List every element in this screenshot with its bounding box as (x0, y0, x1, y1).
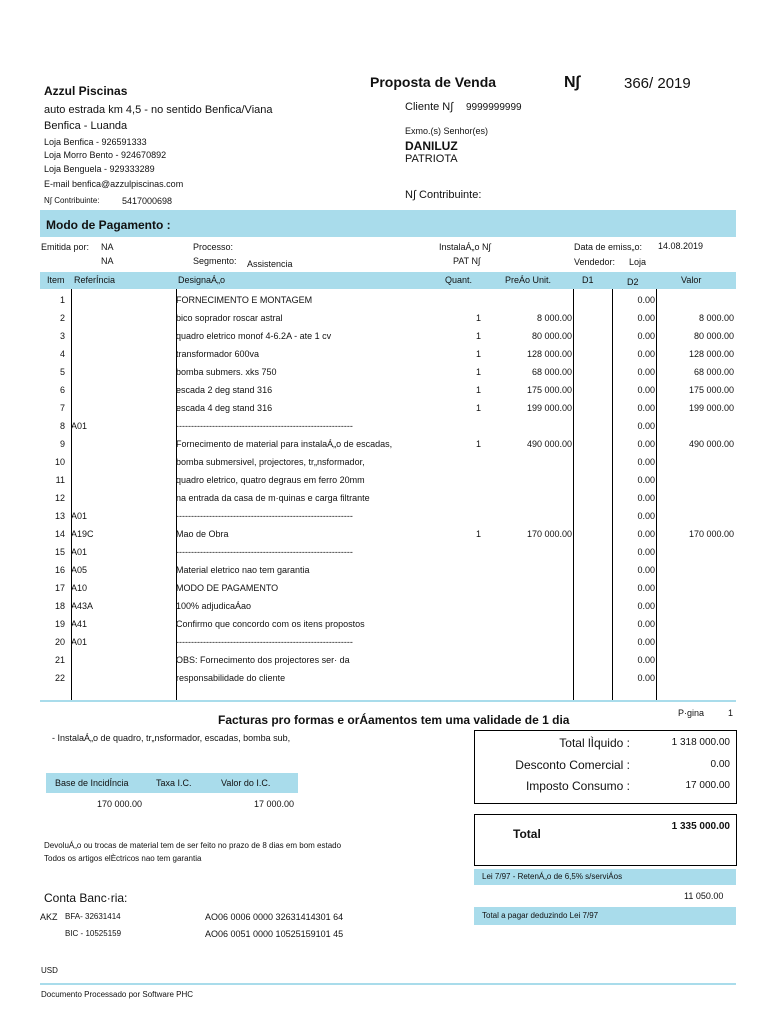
cell-designacao: quadro eletrico monof 4-6.2A - ate 1 cv (176, 331, 332, 341)
table-row (41, 309, 736, 327)
cell-valor: 80 000.00 (693, 331, 734, 341)
cell-valor: 128 000.00 (688, 349, 734, 359)
cell-preco (483, 633, 574, 651)
footer-rule (40, 983, 736, 985)
cell-referencia (68, 363, 173, 381)
cell-preco: 175 000.00 (526, 385, 572, 395)
cell-preco (483, 453, 574, 471)
cell-designacao: MODO DE PAGAMENTO (176, 583, 279, 593)
cell-d2: 0.00 (637, 439, 655, 449)
cell-designacao: FORNECIMENTO E MONTAGEM (176, 295, 313, 305)
table-row (41, 507, 736, 525)
cell-item: 18 (54, 601, 65, 611)
table-row (41, 597, 736, 615)
cell-d1 (574, 669, 613, 687)
cell-designacao: na entrada da casa de m·quinas e carga filtrante (176, 493, 370, 503)
lei-value: 11 050.00 (684, 891, 724, 901)
emitida-value: NA (101, 242, 114, 252)
cell-d1 (574, 633, 613, 651)
document-title: Proposta de Venda (370, 74, 497, 90)
desconto-value: 0.00 (710, 759, 730, 770)
page-number: 1 (728, 708, 734, 718)
company-email: E-mail benfica@azzulpiscinas.com (44, 179, 184, 189)
cell-referencia (68, 669, 173, 687)
lei-label: Lei 7/97 - RetenÁ„o de 6,5% s/serviÁos (482, 872, 623, 881)
cell-preco (483, 417, 574, 435)
vendedor-label: Vendedor: (574, 257, 616, 267)
cell-quant (425, 417, 483, 435)
total-liquido-value: 1 318 000.00 (671, 737, 730, 748)
cell-quant (425, 489, 483, 507)
cell-d1 (574, 615, 613, 633)
cell-referencia: A10 (71, 583, 88, 593)
cell-quant: 1 (475, 403, 481, 413)
cell-quant: 1 (475, 349, 481, 359)
cell-designacao: Mao de Obra (176, 529, 229, 539)
cell-item: 6 (59, 385, 65, 395)
cell-d1 (574, 597, 613, 615)
cell-valor (657, 579, 736, 597)
cell-preco (483, 597, 574, 615)
cell-item: 10 (54, 457, 65, 467)
cell-preco (483, 669, 574, 687)
cell-referencia: A01 (71, 421, 88, 431)
cell-d1 (574, 651, 613, 669)
cell-d1 (574, 453, 613, 471)
cell-d2: 0.00 (637, 313, 655, 323)
emission-date-value: 14.08.2019 (658, 241, 704, 251)
cell-quant (425, 543, 483, 561)
cell-valor (657, 489, 736, 507)
cell-designacao: transformador 600va (176, 349, 260, 359)
cell-referencia: A19C (71, 529, 94, 539)
cell-item: 17 (54, 583, 65, 593)
cell-valor (657, 651, 736, 669)
client-id-label: Cliente N∫ (405, 101, 454, 113)
tax-header-band (46, 773, 298, 793)
lei-band (474, 869, 736, 885)
table-row (41, 327, 736, 345)
cell-valor: 490 000.00 (688, 439, 734, 449)
cell-referencia: A41 (71, 619, 88, 629)
cell-designacao: ----------------------------------------------------------- (176, 421, 353, 431)
segmento-label: Segmento: (193, 256, 237, 266)
cell-preco (483, 489, 574, 507)
table-row (41, 435, 736, 453)
bank2-name: BIC - 10525159 (65, 929, 122, 938)
cell-designacao: OBS: Fornecimento dos projectores ser· da (176, 655, 350, 665)
grand-total-value: 1 335 000.00 (671, 821, 730, 832)
client-id-value: 9999999999 (466, 102, 522, 113)
client-contrib-label: N∫ Contribuinte: (405, 189, 482, 201)
cell-preco: 199 000.00 (526, 403, 572, 413)
payment-mode-label: Modo de Pagamento : (46, 218, 171, 232)
cell-d2: 0.00 (637, 637, 655, 647)
currency-akz: AKZ (40, 912, 58, 922)
th-referencia: ReferÍncia (74, 275, 116, 285)
total-pagar-label: Total a pagar deduzindo Lei 7/97 (482, 911, 599, 920)
cell-designacao: Material eletrico nao tem garantia (176, 565, 310, 575)
grand-total-box (474, 814, 737, 866)
shop-morro-bento: Loja Morro Bento - 924670892 (44, 150, 167, 160)
cell-d1 (574, 381, 613, 399)
bank1-iban: AO06 0006 0000 32631414301 64 (205, 912, 344, 922)
warranty-note: Todos os artigos elÈctricos nao tem garantia (44, 854, 202, 863)
cell-d2: 0.00 (637, 619, 655, 629)
cell-valor (657, 543, 736, 561)
table-bottom-line (40, 700, 736, 702)
cell-valor: 175 000.00 (688, 385, 734, 395)
cell-item: 19 (54, 619, 65, 629)
payment-mode-band (40, 210, 736, 237)
cell-quant (425, 507, 483, 525)
imposto-label: Imposto Consumo : (525, 779, 630, 793)
cell-preco (483, 471, 574, 489)
table-row (41, 669, 736, 687)
cell-quant (425, 561, 483, 579)
cell-d2: 0.00 (637, 403, 655, 413)
cell-d2: 0.00 (637, 583, 655, 593)
cell-d2: 0.00 (637, 385, 655, 395)
cell-d1 (574, 363, 613, 381)
validity-note: Facturas pro formas e orÁamentos tem uma validade de 1 dia (218, 713, 570, 727)
cell-item: 14 (54, 529, 65, 539)
company-address-line1: auto estrada km 4,5 - no sentido Benfica/Viana (44, 104, 273, 116)
cell-d1 (574, 489, 613, 507)
imposto-value: 17 000.00 (685, 780, 730, 791)
cell-d1 (574, 579, 613, 597)
cell-quant (425, 669, 483, 687)
cell-valor: 68 000.00 (693, 367, 734, 377)
cell-d2: 0.00 (637, 529, 655, 539)
summary-note: - InstalaÁ„o de quadro, tr„nsformador, escadas, bomba sub, (52, 733, 291, 743)
cell-d1 (574, 291, 613, 309)
cell-designacao: ----------------------------------------------------------- (176, 511, 353, 521)
cell-valor (657, 507, 736, 525)
cell-quant (425, 471, 483, 489)
cell-preco: 170 000.00 (526, 529, 572, 539)
cell-item: 16 (54, 565, 65, 575)
cell-quant (425, 453, 483, 471)
cell-d2: 0.00 (637, 565, 655, 575)
cell-preco: 80 000.00 (531, 331, 572, 341)
cell-item: 1 (59, 295, 65, 305)
cell-valor: 170 000.00 (688, 529, 734, 539)
total-pagar-band (474, 907, 736, 925)
cell-valor (657, 471, 736, 489)
desconto-label: Desconto Comercial : (515, 758, 630, 772)
cell-designacao: bico soprador roscar astral (176, 313, 283, 323)
table-row (41, 345, 736, 363)
cell-d1 (574, 345, 613, 363)
shop-benguela: Loja Benguela - 929333289 (44, 164, 155, 174)
cell-quant: 1 (475, 439, 481, 449)
tax-ic-value: 17 000.00 (254, 799, 295, 809)
cell-item: 13 (54, 511, 65, 521)
cell-d2: 0.00 (637, 349, 655, 359)
pat-label: PAT N∫ (453, 256, 481, 266)
cell-item: 21 (54, 655, 65, 665)
cell-referencia (68, 651, 173, 669)
cell-preco (483, 579, 574, 597)
cell-referencia (68, 471, 173, 489)
emitida-value-2: NA (101, 256, 114, 266)
company-address-line2: Benfica - Luanda (44, 120, 128, 132)
table-row (41, 363, 736, 381)
table-row (41, 453, 736, 471)
cell-designacao: Confirmo que concordo com os itens propostos (176, 619, 365, 629)
cell-designacao: ----------------------------------------------------------- (176, 547, 353, 557)
cell-quant: 1 (475, 367, 481, 377)
tax-base-header: Base de IncidÍncia (55, 778, 129, 788)
cell-item: 20 (54, 637, 65, 647)
cell-referencia: A43A (71, 601, 94, 611)
instalacao-label: InstalaÁ„o N∫ (439, 242, 491, 252)
cell-d2: 0.00 (637, 547, 655, 557)
cell-preco (483, 615, 574, 633)
cell-valor (657, 291, 736, 309)
th-quant: Quant. (445, 275, 473, 285)
cell-valor (657, 561, 736, 579)
cell-quant (425, 651, 483, 669)
cell-item: 2 (59, 313, 65, 323)
cell-item: 8 (59, 421, 65, 431)
segmento-value: Assistencia (247, 259, 293, 269)
cell-d2: 0.00 (637, 367, 655, 377)
cell-d2: 0.00 (637, 331, 655, 341)
client-sub: PATRIOTA (405, 153, 458, 165)
th-valor: Valor (681, 275, 702, 285)
table-row (41, 561, 736, 579)
cell-referencia: A01 (71, 637, 88, 647)
cell-designacao: bomba submersivel, projectores, tr„nsformador, (176, 457, 365, 467)
th-item: Item (47, 275, 65, 285)
cell-designacao: ----------------------------------------------------------- (176, 637, 353, 647)
cell-item: 15 (54, 547, 65, 557)
cell-preco: 68 000.00 (531, 367, 572, 377)
company-name: Azzul Piscinas (44, 84, 128, 98)
items-table (41, 291, 736, 687)
cell-referencia (68, 327, 173, 345)
cell-preco (483, 291, 574, 309)
bank1-name: BFA- 32631414 (65, 912, 121, 921)
emitida-label: Emitida por: (41, 242, 90, 252)
cell-quant: 1 (475, 529, 481, 539)
cell-d2: 0.00 (637, 511, 655, 521)
cell-preco (483, 543, 574, 561)
processed-by: Documento Processado por Software PHC (41, 990, 194, 999)
cell-d1 (574, 327, 613, 345)
cell-item: 12 (54, 493, 65, 503)
table-row (41, 525, 736, 543)
bank-title: Conta Banc·ria: (44, 891, 128, 905)
cell-item: 7 (59, 403, 65, 413)
cell-d1 (574, 525, 613, 543)
cell-referencia (68, 381, 173, 399)
cell-item: 5 (59, 367, 65, 377)
cell-item: 3 (59, 331, 65, 341)
processo-label: Processo: (193, 242, 234, 252)
th-d2: D2 (627, 277, 639, 287)
cell-d2: 0.00 (637, 457, 655, 467)
cell-preco: 490 000.00 (526, 439, 572, 449)
cell-item: 11 (55, 475, 65, 485)
cell-item: 9 (59, 439, 65, 449)
cell-quant (425, 579, 483, 597)
client-salutation: Exmo.(s) Senhor(es) (405, 126, 489, 136)
cell-preco: 8 000.00 (536, 313, 572, 323)
cell-item: 4 (59, 349, 65, 359)
cell-valor: 8 000.00 (698, 313, 734, 323)
vendedor-value: Loja (629, 257, 647, 267)
company-contrib-label: N∫ Contribuinte: (44, 196, 100, 205)
cell-referencia: A05 (71, 565, 88, 575)
client-name: DANILUZ (405, 139, 458, 153)
page-label: P·gina (678, 708, 705, 718)
cell-referencia (68, 435, 173, 453)
cell-d1 (574, 561, 613, 579)
table-row (41, 489, 736, 507)
cell-referencia: A01 (71, 547, 88, 557)
company-contrib-value: 5417000698 (122, 196, 173, 206)
cell-referencia (68, 399, 173, 417)
bank2-iban: AO06 0051 0000 10525159101 45 (205, 929, 344, 939)
cell-d2: 0.00 (637, 475, 655, 485)
cell-d2: 0.00 (637, 673, 655, 683)
table-row (41, 579, 736, 597)
cell-preco (483, 507, 574, 525)
cell-designacao: 100% adjudicaÁao (176, 601, 252, 611)
cell-valor (657, 615, 736, 633)
cell-quant (425, 597, 483, 615)
cell-referencia (68, 345, 173, 363)
cell-referencia (68, 489, 173, 507)
cell-quant (425, 615, 483, 633)
cell-valor: 199 000.00 (688, 403, 734, 413)
cell-quant: 1 (475, 385, 481, 395)
emission-date-label: Data de emiss„o: (574, 242, 643, 252)
currency-usd: USD (41, 966, 58, 975)
table-row (41, 381, 736, 399)
cell-d1 (574, 435, 613, 453)
cell-quant (425, 291, 483, 309)
table-row (41, 543, 736, 561)
cell-referencia (68, 309, 173, 327)
table-header (40, 272, 736, 289)
cell-valor (657, 633, 736, 651)
cell-d1 (574, 399, 613, 417)
table-row (41, 291, 736, 309)
cell-quant: 1 (475, 331, 481, 341)
table-row (41, 651, 736, 669)
shop-benfica: Loja Benfica - 926591333 (44, 137, 147, 147)
cell-d2: 0.00 (637, 493, 655, 503)
cell-valor (657, 597, 736, 615)
cell-d1 (574, 543, 613, 561)
cell-designacao: responsabilidade do cliente (176, 673, 286, 683)
cell-d1 (574, 507, 613, 525)
cell-valor (657, 669, 736, 687)
cell-referencia (68, 291, 173, 309)
tax-value-header: Valor do I.C. (221, 778, 271, 788)
returns-note: DevoluÁ„o ou trocas de material tem de ser feito no prazo de 8 dias em bom estado (44, 841, 342, 850)
document-number-label: N∫ (564, 74, 580, 91)
cell-d1 (574, 309, 613, 327)
cell-designacao: bomba submers. xks 750 (176, 367, 277, 377)
cell-d2: 0.00 (637, 655, 655, 665)
tax-base-value: 170 000.00 (97, 799, 143, 809)
document-number: 366/ 2019 (624, 75, 691, 92)
table-row (41, 615, 736, 633)
th-designacao: DesignaÁ„o (178, 275, 226, 285)
cell-valor (657, 417, 736, 435)
cell-designacao: Fornecimento de material para instalaÁ„o de escadas, (176, 439, 393, 449)
totals-box (474, 730, 737, 804)
table-row (41, 471, 736, 489)
th-preco: PreÁo Unit. (505, 275, 552, 285)
cell-designacao: escada 2 deg stand 316 (176, 385, 273, 395)
cell-d1 (574, 471, 613, 489)
cell-item: 22 (54, 673, 65, 683)
cell-referencia: A01 (71, 511, 88, 521)
cell-quant: 1 (475, 313, 481, 323)
grand-total-label: Total (513, 827, 541, 841)
cell-quant (425, 633, 483, 651)
cell-preco: 128 000.00 (526, 349, 572, 359)
table-row (41, 399, 736, 417)
cell-valor (657, 453, 736, 471)
total-liquido-label: Total lÌquido : (559, 736, 630, 750)
cell-designacao: quadro eletrico, quatro degraus em ferro 20mm (176, 475, 365, 485)
cell-preco (483, 651, 574, 669)
cell-d2: 0.00 (637, 421, 655, 431)
th-d1: D1 (582, 275, 594, 285)
cell-d1 (574, 417, 613, 435)
cell-referencia (68, 453, 173, 471)
cell-designacao: escada 4 deg stand 316 (176, 403, 273, 413)
table-row (41, 633, 736, 651)
cell-d2: 0.00 (637, 601, 655, 611)
cell-preco (483, 561, 574, 579)
tax-rate-header: Taxa I.C. (156, 778, 192, 788)
table-row (41, 417, 736, 435)
cell-d2: 0.00 (637, 295, 655, 305)
